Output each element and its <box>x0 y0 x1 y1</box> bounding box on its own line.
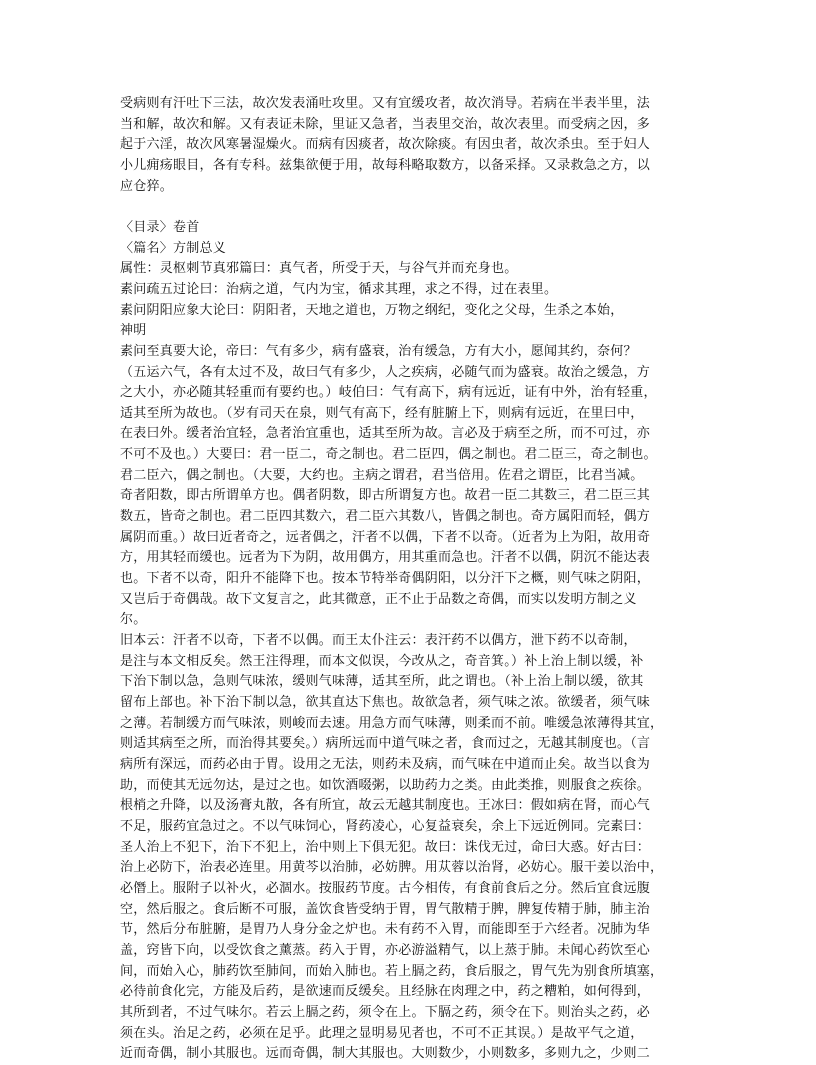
text-line: 不可不及也。）大要曰：君一臣二，奇之制也。君二臣四，偶之制也。君二臣三，奇之制也。 <box>120 447 657 463</box>
text-line: 数五，皆奇之制也。君二臣四其数六，君二臣六其数八，皆偶之制也。奇方属阳而轻，偶方 <box>120 509 651 525</box>
text-line: 间，而始入心，肺药饮至肺间，而始入肺也。若上膈之药，食后服之，胃气先为别食所填塞， <box>120 963 664 979</box>
text-line: 君二臣六，偶之制也。（大要，大约也。主病之谓君，君当倍用。佐君之谓臣，比君当减。 <box>120 467 644 483</box>
text-line: 又岂后于奇偶哉。故下文复言之，此其微意，正不止于品数之奇偶，而实以发明方制之义 <box>120 591 637 607</box>
text-line: 助，而使其无远勿达，是过之也。如饮酒啜粥，以助药力之类。由此类推，则服食之疾徐。 <box>120 777 651 793</box>
text-line: 必僭上。服附子以补火，必涸水。按服药节度。古今相传，有食前食后之分。然后宜食远腹 <box>120 880 651 896</box>
text-line: 是注与本文相反矣。然王注得理，而本文似误，今改从之，奇音箕。）补上治上制以缓，补 <box>120 653 644 669</box>
text-line <box>120 197 716 218</box>
text-line: 神明 <box>120 323 147 339</box>
text-line: 受病则有汗吐下三法，故次发表涌吐攻里。又有宜缓攻者，故次消导。若病在半表半里，法 <box>120 96 651 111</box>
text-line: 〈篇名〉方制总义 <box>120 240 227 256</box>
text-line: 空，然后服之。食后断不可服，盖饮食皆受纳于胃，胃气散精于脾，脾复传精于肺，肺主治 <box>120 901 651 917</box>
text-line: 素问阴阳应象大论曰：阴阳者，天地之道也，万物之纲纪，变化之父母，生杀之本始， <box>120 302 624 318</box>
text-line: 其所到者，不过气味尔。若云上膈之药，须令在上。下膈之药，须令在下。则治头之药，必 <box>120 1004 651 1020</box>
text-line: 当和解，故次和解。又有表证未除，里证又急者，当表里交治，故次表里。而受病之因，多 <box>120 116 651 132</box>
text-line: 治上必防下，治表必连里。用黄芩以治肺，必妨脾。用苁蓉以治肾，必妨心。服干姜以治中， <box>120 860 664 876</box>
text-line: 适其至所为故也。（岁有司天在泉，则气有高下，经有脏腑上下，则病有远近，在里曰中， <box>120 405 644 421</box>
text-line: 之薄。若制缓方而气味浓，则峻而去速。用急方而气味薄，则柔而不前。唯缓急浓薄得其宜， <box>120 715 664 731</box>
text-line: 小儿痈疡眼目，各有专科。兹集欲便于用，故每科略取数方，以备采择。又录救急之方，以 <box>120 157 651 173</box>
text-line: 病所有深远，而药必由于胃。设用之无法，则药未及病，而气味在中道而止矣。故当以食为 <box>120 756 651 772</box>
text-line: 根梢之升降，以及汤膏丸散，各有所宜，故云无越其制度也。王冰曰：假如病在肾，而心气 <box>120 798 651 814</box>
text-line: 方，用其轻而缓也。远者为下为阴，故用偶方，用其重而急也。汗者不以偶，阴沉不能达表 <box>120 550 651 566</box>
text-line: 尔。 <box>120 612 147 628</box>
text-line: 素问疏五过论曰：治病之道，气内为宝，循求其理，求之不得，过在表里。 <box>120 281 558 297</box>
text-line: （五运六气，各有太过不及，故曰气有多少，人之疾病，必随气而为盛衰。故治之缓急，方 <box>120 364 651 380</box>
text-line: 应仓猝。 <box>120 178 174 194</box>
text-line: 也。下者不以奇，阳升不能降下也。按本节特举奇偶阴阳，以分汗下之概，则气味之阴阳， <box>120 571 651 587</box>
text-line: 不足，服药宜急过之。不以气味饲心，肾药凌心，心复益衰矣，余上下远近例同。完素曰： <box>120 818 651 834</box>
text-line: 之大小，亦必随其轻重而有要约也。）岐伯曰：气有高下，病有远近，证有中外，治有轻重， <box>120 385 657 401</box>
text-line: 则适其病至之所，而治得其要矣。）病所远而中道气味之者，食而过之，无越其制度也。（言 <box>120 736 651 752</box>
text-line: 起于六淫，故次风寒暑湿燥火。而病有因痰者，故次除痰。有因虫者，故次杀虫。至于妇人 <box>120 137 651 153</box>
text-line: 素问至真要大论，帝曰：气有多少，病有盛衰，治有缓急，方有大小，愿闻其约，奈何？ <box>120 343 637 359</box>
text-line: 〈目录〉卷首 <box>120 219 200 235</box>
text-line: 在表曰外。缓者治宜轻，急者治宜重也，适其至所为故。言必及于病至之所，而不可过，亦 <box>120 426 651 442</box>
text-line: 盖，窍皆下向，以受饮食之薰蒸。药入于胃，亦必游溢精气，以上蒸于肺。未闻心药饮至心 <box>120 942 651 958</box>
text-line: 奇者阳数，即古所谓单方也。偶者阴数，即古所谓复方也。故君一臣二其数三，君二臣三其 <box>120 488 651 504</box>
text-line: 属阴而重。）故曰近者奇之，远者偶之，汗者不以偶，下者不以奇。（近者为上为阳，故用奇 <box>120 529 651 545</box>
text-line: 留布上部也。补下治下制以急，欲其直达下焦也。故欲急者，须气味之浓。欲缓者，须气味 <box>120 695 651 711</box>
document-body-text <box>120 94 716 1065</box>
text-line: 须在头。治足之药，必须在足乎。此理之显明易见者也，不可不正其误。）是故平气之道， <box>120 1025 644 1041</box>
text-line: 下治下制以急，急则气味浓，缓则气味薄，适其至所，此之谓也。（补上治上制以缓，欲其 <box>120 674 644 690</box>
text-line: 必待前食化完，方能及后药，是欲速而反缓矣。且经脉在肉理之中，药之糟粕，如何得到， <box>120 984 651 1000</box>
text-line: 近而奇偶，制小其服也。远而奇偶，制大其服也。大则数少，小则数多，多则九之，少则二 <box>120 1046 651 1062</box>
text-line: 属性：灵枢刺节真邪篇曰：真气者，所受于天，与谷气并而充身也。 <box>120 261 518 277</box>
text-line: 旧本云：汗者不以奇，下者不以偶。而王太仆注云：表汗药不以偶方，泄下药不以奇制， <box>120 633 637 649</box>
text-line: 圣人治上不犯下，治下不犯上，治中则上下俱无犯。故曰：诛伐无过，命曰大惑。好古曰： <box>120 839 651 855</box>
text-line: 节，然后分布脏腑，是胃乃人身分金之炉也。未有药不入胃，而能即至于六经者。况肺为华 <box>120 922 651 938</box>
